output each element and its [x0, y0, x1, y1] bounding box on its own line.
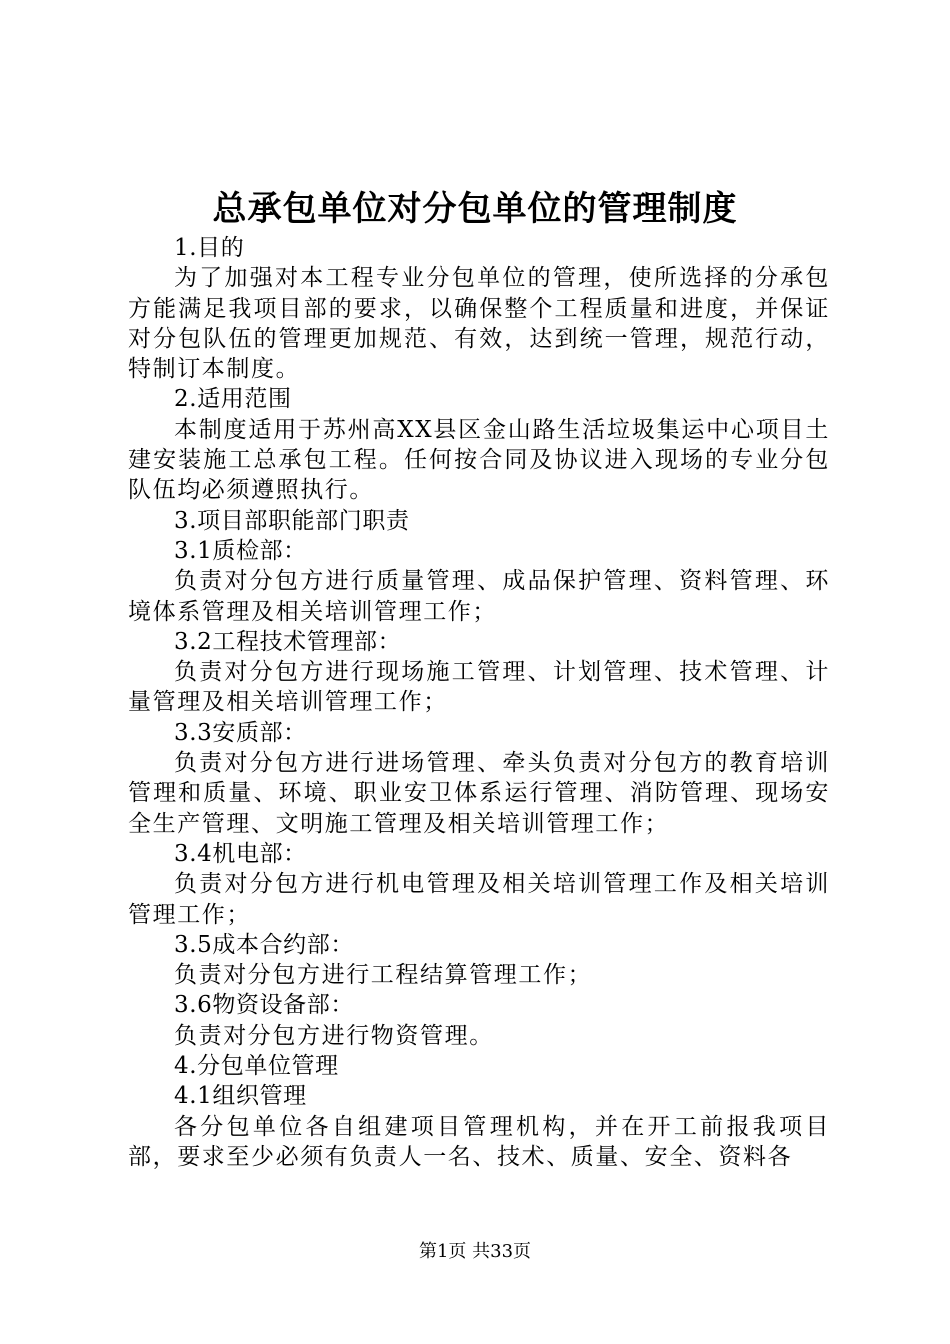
body-paragraph: 负责对分包方进行工程结算管理工作； — [174, 962, 593, 989]
section-heading: 3.项目部职能部门职责 — [174, 507, 410, 534]
body-paragraph: 为了加强对本工程专业分包单位的管理，使所选择的分承包方能满足我项目部的要求，以确保整个工程质量和进度，并保证对分包队伍的管理更加规范、有效，达到统一管理，规范行动，特制订本制度。 — [128, 265, 830, 383]
section-heading: 4.分包单位管理 — [174, 1053, 339, 1080]
body-paragraph: 负责对分包方进行进场管理、牵头负责对分包方的教育培训管理和质量、环境、职业安卫体系运行管理、消防管理、现场安全生产管理、文明施工管理及相关培训管理工作； — [128, 750, 830, 837]
body-paragraph: 负责对分包方进行现场施工管理、计划管理、技术管理、计量管理及相关培训管理工作； — [128, 659, 830, 716]
document-title: 总承包单位对分包单位的管理制度 — [212, 189, 738, 229]
section-heading: 3.2工程技术管理部： — [174, 628, 402, 655]
section-heading: 3.1质检部： — [174, 537, 307, 564]
body-paragraph: 各分包单位各自组建项目管理机构，并在开工前报我项目部，要求至少必须有负责人一名、技术、质量、安全、资料各 — [128, 1113, 830, 1170]
section-heading: 2.适用范围 — [174, 386, 292, 413]
document-body — [128, 233, 830, 1172]
section-heading: 3.6物资设备部： — [174, 992, 354, 1019]
section-heading: 3.4机电部： — [174, 840, 307, 867]
body-paragraph: 负责对分包方进行质量管理、成品保护管理、资料管理、环境体系管理及相关培训管理工作； — [128, 568, 830, 625]
section-heading: 3.3安质部： — [174, 719, 307, 746]
body-paragraph: 负责对分包方进行物资管理。 — [174, 1022, 494, 1049]
section-heading: 1.目的 — [174, 235, 245, 261]
page-footer: 第1页 共33页 — [418, 1241, 532, 1262]
body-paragraph: 负责对分包方进行机电管理及相关培训管理工作及相关培训管理工作； — [128, 871, 830, 928]
section-heading: 3.5成本合约部： — [174, 931, 354, 958]
section-heading: 4.1组织管理 — [174, 1083, 307, 1110]
body-paragraph: 本制度适用于苏州高XX县区金山路生活垃圾集运中心项目土建安装施工总承包工程。任何按合同及协议进入现场的专业分包队伍均必须遵照执行。 — [128, 416, 830, 504]
